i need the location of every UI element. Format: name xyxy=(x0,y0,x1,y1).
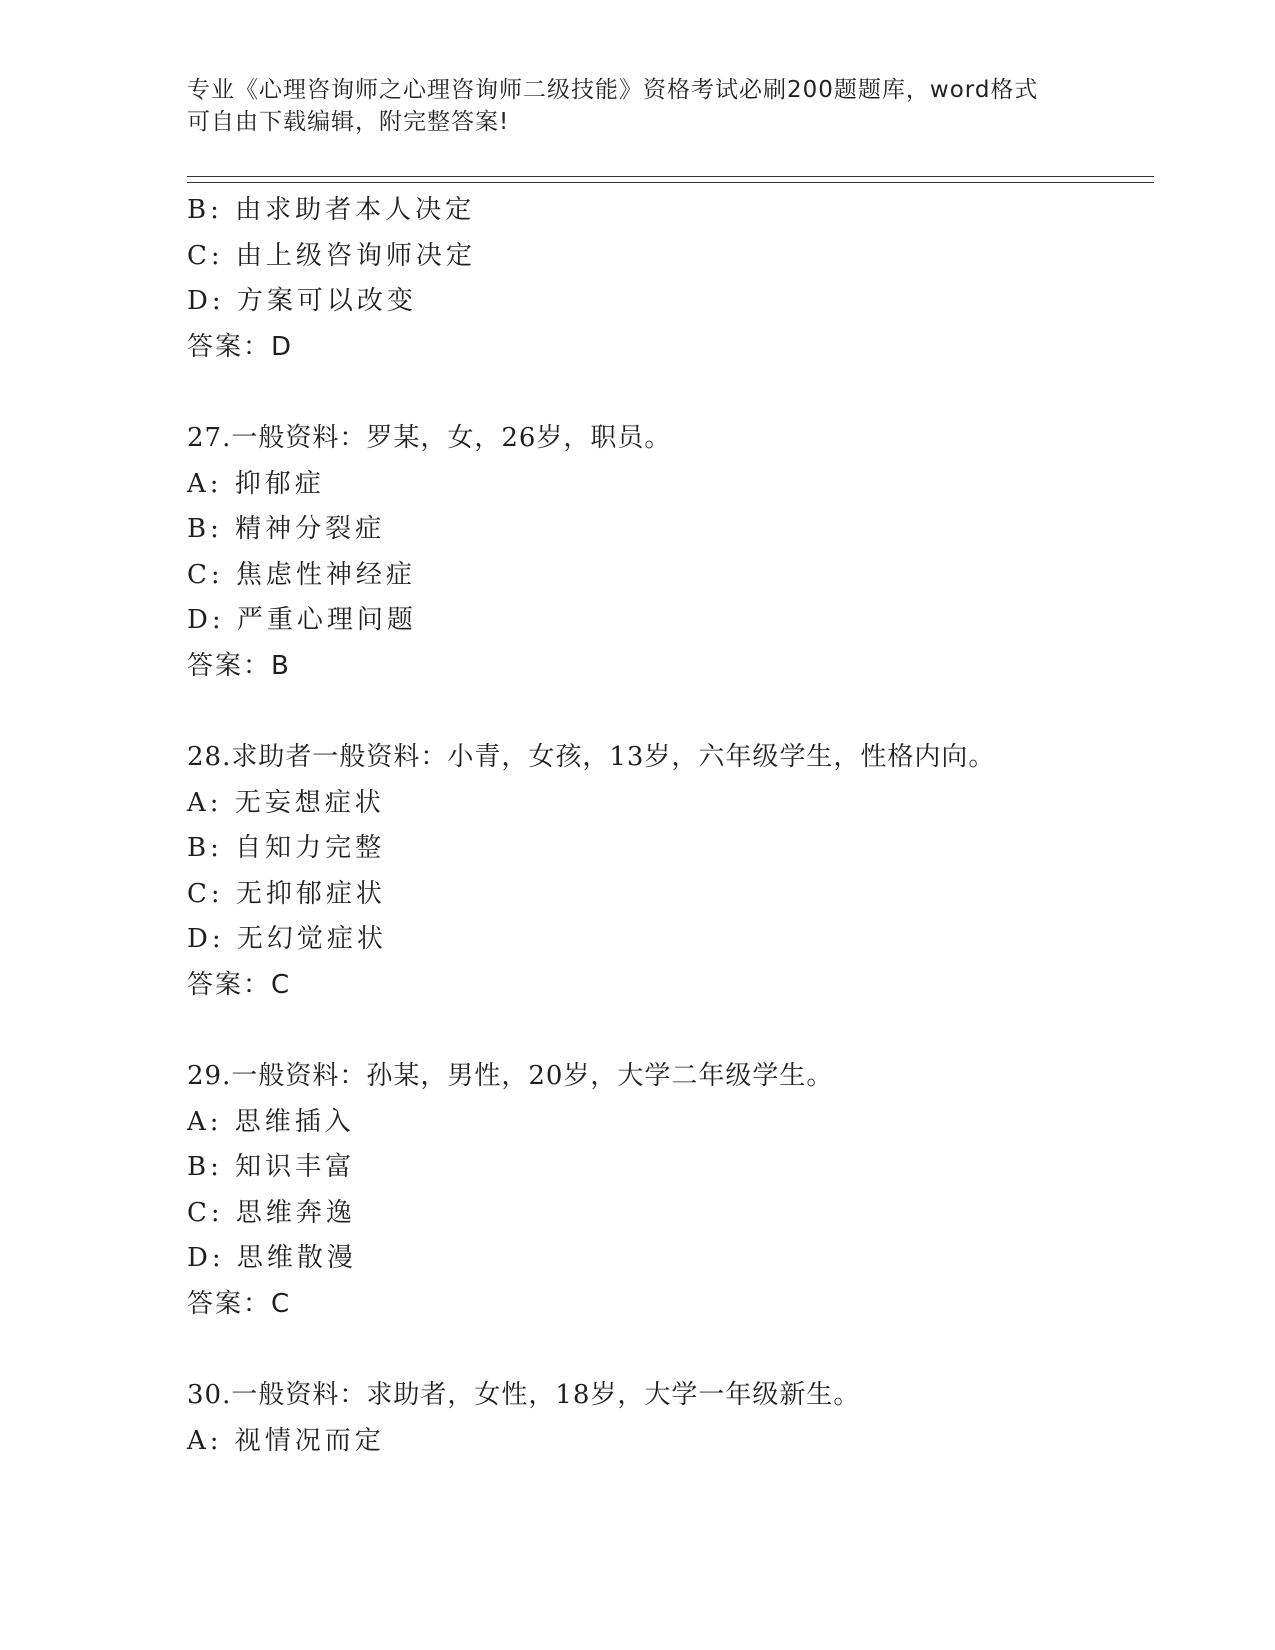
answer-line: 答案：B xyxy=(187,650,291,681)
spacer xyxy=(187,1327,1147,1373)
option-b: B: 自知力完整 xyxy=(187,833,386,863)
header-divider-top xyxy=(187,176,1154,177)
answer-line: 答案：D xyxy=(187,331,294,362)
header-divider-bottom xyxy=(187,182,1154,183)
option-d: D: 严重心理问题 xyxy=(187,605,417,635)
option-b: B: 由求助者本人决定 xyxy=(187,195,476,225)
answer-line: 答案：C xyxy=(187,969,292,1000)
question-28 xyxy=(187,735,1147,1008)
question-stem: 30.一般资料：求助者，女性，18岁，大学一年级新生。 xyxy=(187,1380,861,1410)
option-c: C: 由上级咨询师决定 xyxy=(187,240,476,271)
header-title-line-2: 可自由下载编辑，附完整答案! xyxy=(187,109,510,135)
question-stem: 27.一般资料：罗某，女，26岁，职员。 xyxy=(187,423,672,453)
question-stem: 28.求助者一般资料：小青，女孩，13岁，六年级学生，性格内向。 xyxy=(187,742,996,772)
document-header xyxy=(187,74,1087,138)
spacer xyxy=(187,1008,1147,1054)
spacer xyxy=(187,689,1147,735)
option-d: D: 方案可以改变 xyxy=(187,286,417,316)
question-27 xyxy=(187,416,1147,689)
question-list xyxy=(187,188,1147,1464)
option-b: B: 精神分裂症 xyxy=(187,514,386,544)
question-stem: 29.一般资料：孙某，男性，20岁，大学二年级学生。 xyxy=(187,1061,834,1091)
option-d: D: 思维散漫 xyxy=(187,1243,357,1273)
question-30 xyxy=(187,1373,1147,1464)
option-a: A: 思维插入 xyxy=(187,1106,355,1137)
header-title-line-1: 专业《心理咨询师之心理咨询师二级技能》资格考试必刷200题题库，word格式 xyxy=(187,77,1039,103)
option-d: D: 无幻觉症状 xyxy=(187,924,387,954)
question-29 xyxy=(187,1054,1147,1327)
answer-line: 答案：C xyxy=(187,1288,292,1319)
option-c: C: 思维奔逸 xyxy=(187,1197,356,1228)
option-c: C: 无抑郁症状 xyxy=(187,878,386,909)
option-a: A: 无妄想症状 xyxy=(187,787,385,818)
option-a: A: 视情况而定 xyxy=(187,1425,385,1456)
option-a: A: 抑郁症 xyxy=(187,468,325,499)
question-26 xyxy=(187,188,1147,370)
spacer xyxy=(187,370,1147,416)
option-c: C: 焦虑性神经症 xyxy=(187,559,416,590)
option-b: B: 知识丰富 xyxy=(187,1152,356,1182)
